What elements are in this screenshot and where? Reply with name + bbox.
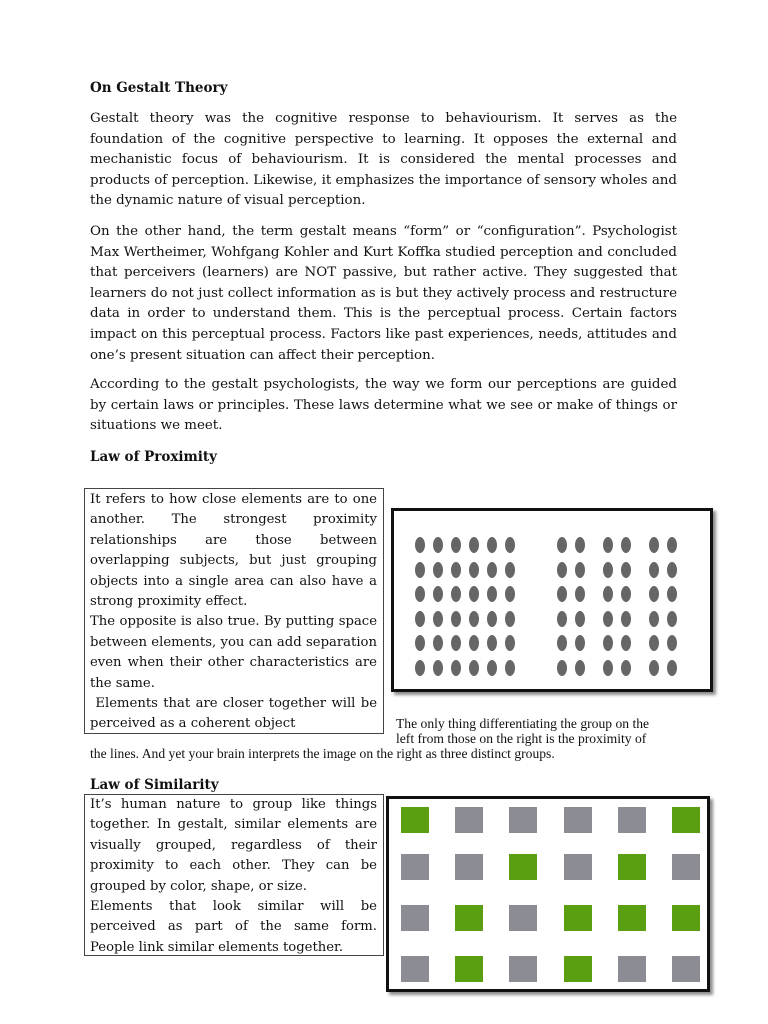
proximity-dot [649, 537, 659, 553]
proximity-dot [451, 660, 461, 676]
gray-square [401, 854, 429, 880]
intro-paragraph-3: According to the gestalt psychologists, the way we form our perceptions are guided by certain laws or principles. These laws determine what we see or make of things or situations we meet. [90, 377, 677, 434]
green-square [455, 905, 483, 931]
gray-square [509, 905, 537, 931]
proximity-dot [505, 537, 515, 553]
proximity-dot [433, 586, 443, 602]
proximity-dot [575, 537, 585, 553]
proximity-dot [667, 586, 677, 602]
proximity-dot [557, 586, 567, 602]
proximity-dot [487, 611, 497, 627]
gray-square [618, 956, 646, 982]
proximity-heading: Law of Proximity [90, 449, 218, 465]
similarity-box-paragraph-2: Elements that look similar will be perceived as part of the same form. People link similar elements together. [90, 899, 377, 955]
green-square [564, 956, 592, 982]
proximity-dot [469, 635, 479, 651]
green-square [618, 854, 646, 880]
proximity-dot [621, 537, 631, 553]
proximity-dot [557, 660, 567, 676]
proximity-dot [603, 562, 613, 578]
proximity-dot [415, 537, 425, 553]
proximity-dot [649, 611, 659, 627]
proximity-dot [433, 635, 443, 651]
proximity-dot [621, 562, 631, 578]
proximity-dot [603, 611, 613, 627]
gray-square [455, 807, 483, 833]
similarity-figure [386, 796, 710, 992]
proximity-dot [649, 586, 659, 602]
proximity-dot [505, 611, 515, 627]
proximity-dot [505, 635, 515, 651]
proximity-dot [667, 660, 677, 676]
gray-square [509, 956, 537, 982]
gray-square [401, 956, 429, 982]
proximity-dot [487, 660, 497, 676]
gray-square [672, 956, 700, 982]
proximity-box-paragraph-1: It refers to how close elements are to one another. The strongest proximity relationships are those between overlapping subjects, but just grouping objects into a single area can also have a strong proximity effect. [90, 492, 377, 610]
green-square [618, 905, 646, 931]
proximity-dot [487, 586, 497, 602]
proximity-caption-line-2: left from those on the right is the proximity of [396, 731, 647, 746]
proximity-dot [667, 537, 677, 553]
proximity-caption-line-1: The only thing differentiating the group on the [396, 716, 650, 731]
proximity-dot [649, 562, 659, 578]
proximity-dot [667, 562, 677, 578]
proximity-dot [621, 635, 631, 651]
proximity-dot [557, 635, 567, 651]
proximity-dot [649, 635, 659, 651]
similarity-text-box [84, 794, 384, 956]
proximity-dot [621, 660, 631, 676]
proximity-dot [415, 586, 425, 602]
proximity-dot [451, 537, 461, 553]
proximity-dot [667, 611, 677, 627]
green-square [672, 807, 700, 833]
proximity-dot [451, 562, 461, 578]
gray-square [672, 854, 700, 880]
proximity-dot [415, 660, 425, 676]
proximity-dot [603, 635, 613, 651]
green-square [455, 956, 483, 982]
gray-square [618, 807, 646, 833]
gray-square [509, 807, 537, 833]
proximity-dot [451, 611, 461, 627]
proximity-dot [415, 611, 425, 627]
gray-square [455, 854, 483, 880]
proximity-dot [575, 586, 585, 602]
green-square [564, 905, 592, 931]
proximity-dot [469, 586, 479, 602]
intro-paragraph-1: Gestalt theory was the cognitive response to behaviourism. It serves as the foundation of the cognitive perspective to learning. It opposes the external and mechanistic focus of behaviourism. It is considered the mental processes and products of perception. Likewise, it emphasizes the importance of sensory wholes and the dynamic nature of visual perception. [90, 111, 677, 209]
proximity-box-paragraph-3: Elements that are closer together will be perceived as a coherent object [90, 696, 382, 732]
intro-paragraph-2: On the other hand, the term gestalt means “form” or “configuration”. Psychologist Max Wertheimer, Wohfgang Kohler and Kurt Koffka studied perception and concluded that perceivers (learners) are NOT passive, but rather active. They suggested that learners do not just collect information as is but they actively process and restructure data in order to understand them. This is the perceptual process. Certain factors impact on this perceptual process. Factors like past experiences, needs, attitudes and one’s present situation can affect their perception. [90, 224, 677, 363]
similarity-heading: Law of Similarity [90, 777, 219, 793]
proximity-dot [469, 611, 479, 627]
proximity-dot [603, 537, 613, 553]
proximity-dot [469, 537, 479, 553]
proximity-dot [575, 660, 585, 676]
page-title: On Gestalt Theory [90, 80, 228, 96]
proximity-dot [505, 562, 515, 578]
proximity-dot [487, 635, 497, 651]
green-square [672, 905, 700, 931]
proximity-dot [469, 562, 479, 578]
proximity-dot [667, 635, 677, 651]
proximity-dot [621, 586, 631, 602]
proximity-dot [433, 537, 443, 553]
proximity-dot [557, 562, 567, 578]
proximity-dot [433, 611, 443, 627]
proximity-dot [557, 611, 567, 627]
gray-square [401, 905, 429, 931]
proximity-dot [603, 660, 613, 676]
proximity-dot [433, 562, 443, 578]
gray-square [564, 854, 592, 880]
proximity-box-paragraph-2: The opposite is also true. By putting space between elements, you can add separation even when their other characteristics are the same. [90, 614, 377, 691]
proximity-dot [505, 586, 515, 602]
proximity-dot [433, 660, 443, 676]
proximity-dot [415, 562, 425, 578]
proximity-dot [487, 562, 497, 578]
proximity-figure [391, 508, 713, 692]
similarity-box-paragraph-1: It’s human nature to group like things together. In gestalt, similar elements are visually grouped, regardless of their proximity to each other. They can be grouped by color, shape, or size. [90, 797, 377, 894]
proximity-text-box [84, 488, 384, 734]
proximity-dot [649, 660, 659, 676]
proximity-dot [415, 635, 425, 651]
green-square [509, 854, 537, 880]
proximity-dot [451, 635, 461, 651]
proximity-dot [621, 611, 631, 627]
proximity-dot [575, 611, 585, 627]
proximity-dot [505, 660, 515, 676]
green-square [401, 807, 429, 833]
proximity-dot [603, 586, 613, 602]
proximity-dot [469, 660, 479, 676]
proximity-dot [451, 586, 461, 602]
gray-square [564, 807, 592, 833]
proximity-dot [557, 537, 567, 553]
proximity-caption-line-3: the lines. And yet your brain interprets the image on the right as three distinct groups. [90, 746, 555, 761]
proximity-dot [575, 635, 585, 651]
proximity-dot [487, 537, 497, 553]
proximity-dot [575, 562, 585, 578]
